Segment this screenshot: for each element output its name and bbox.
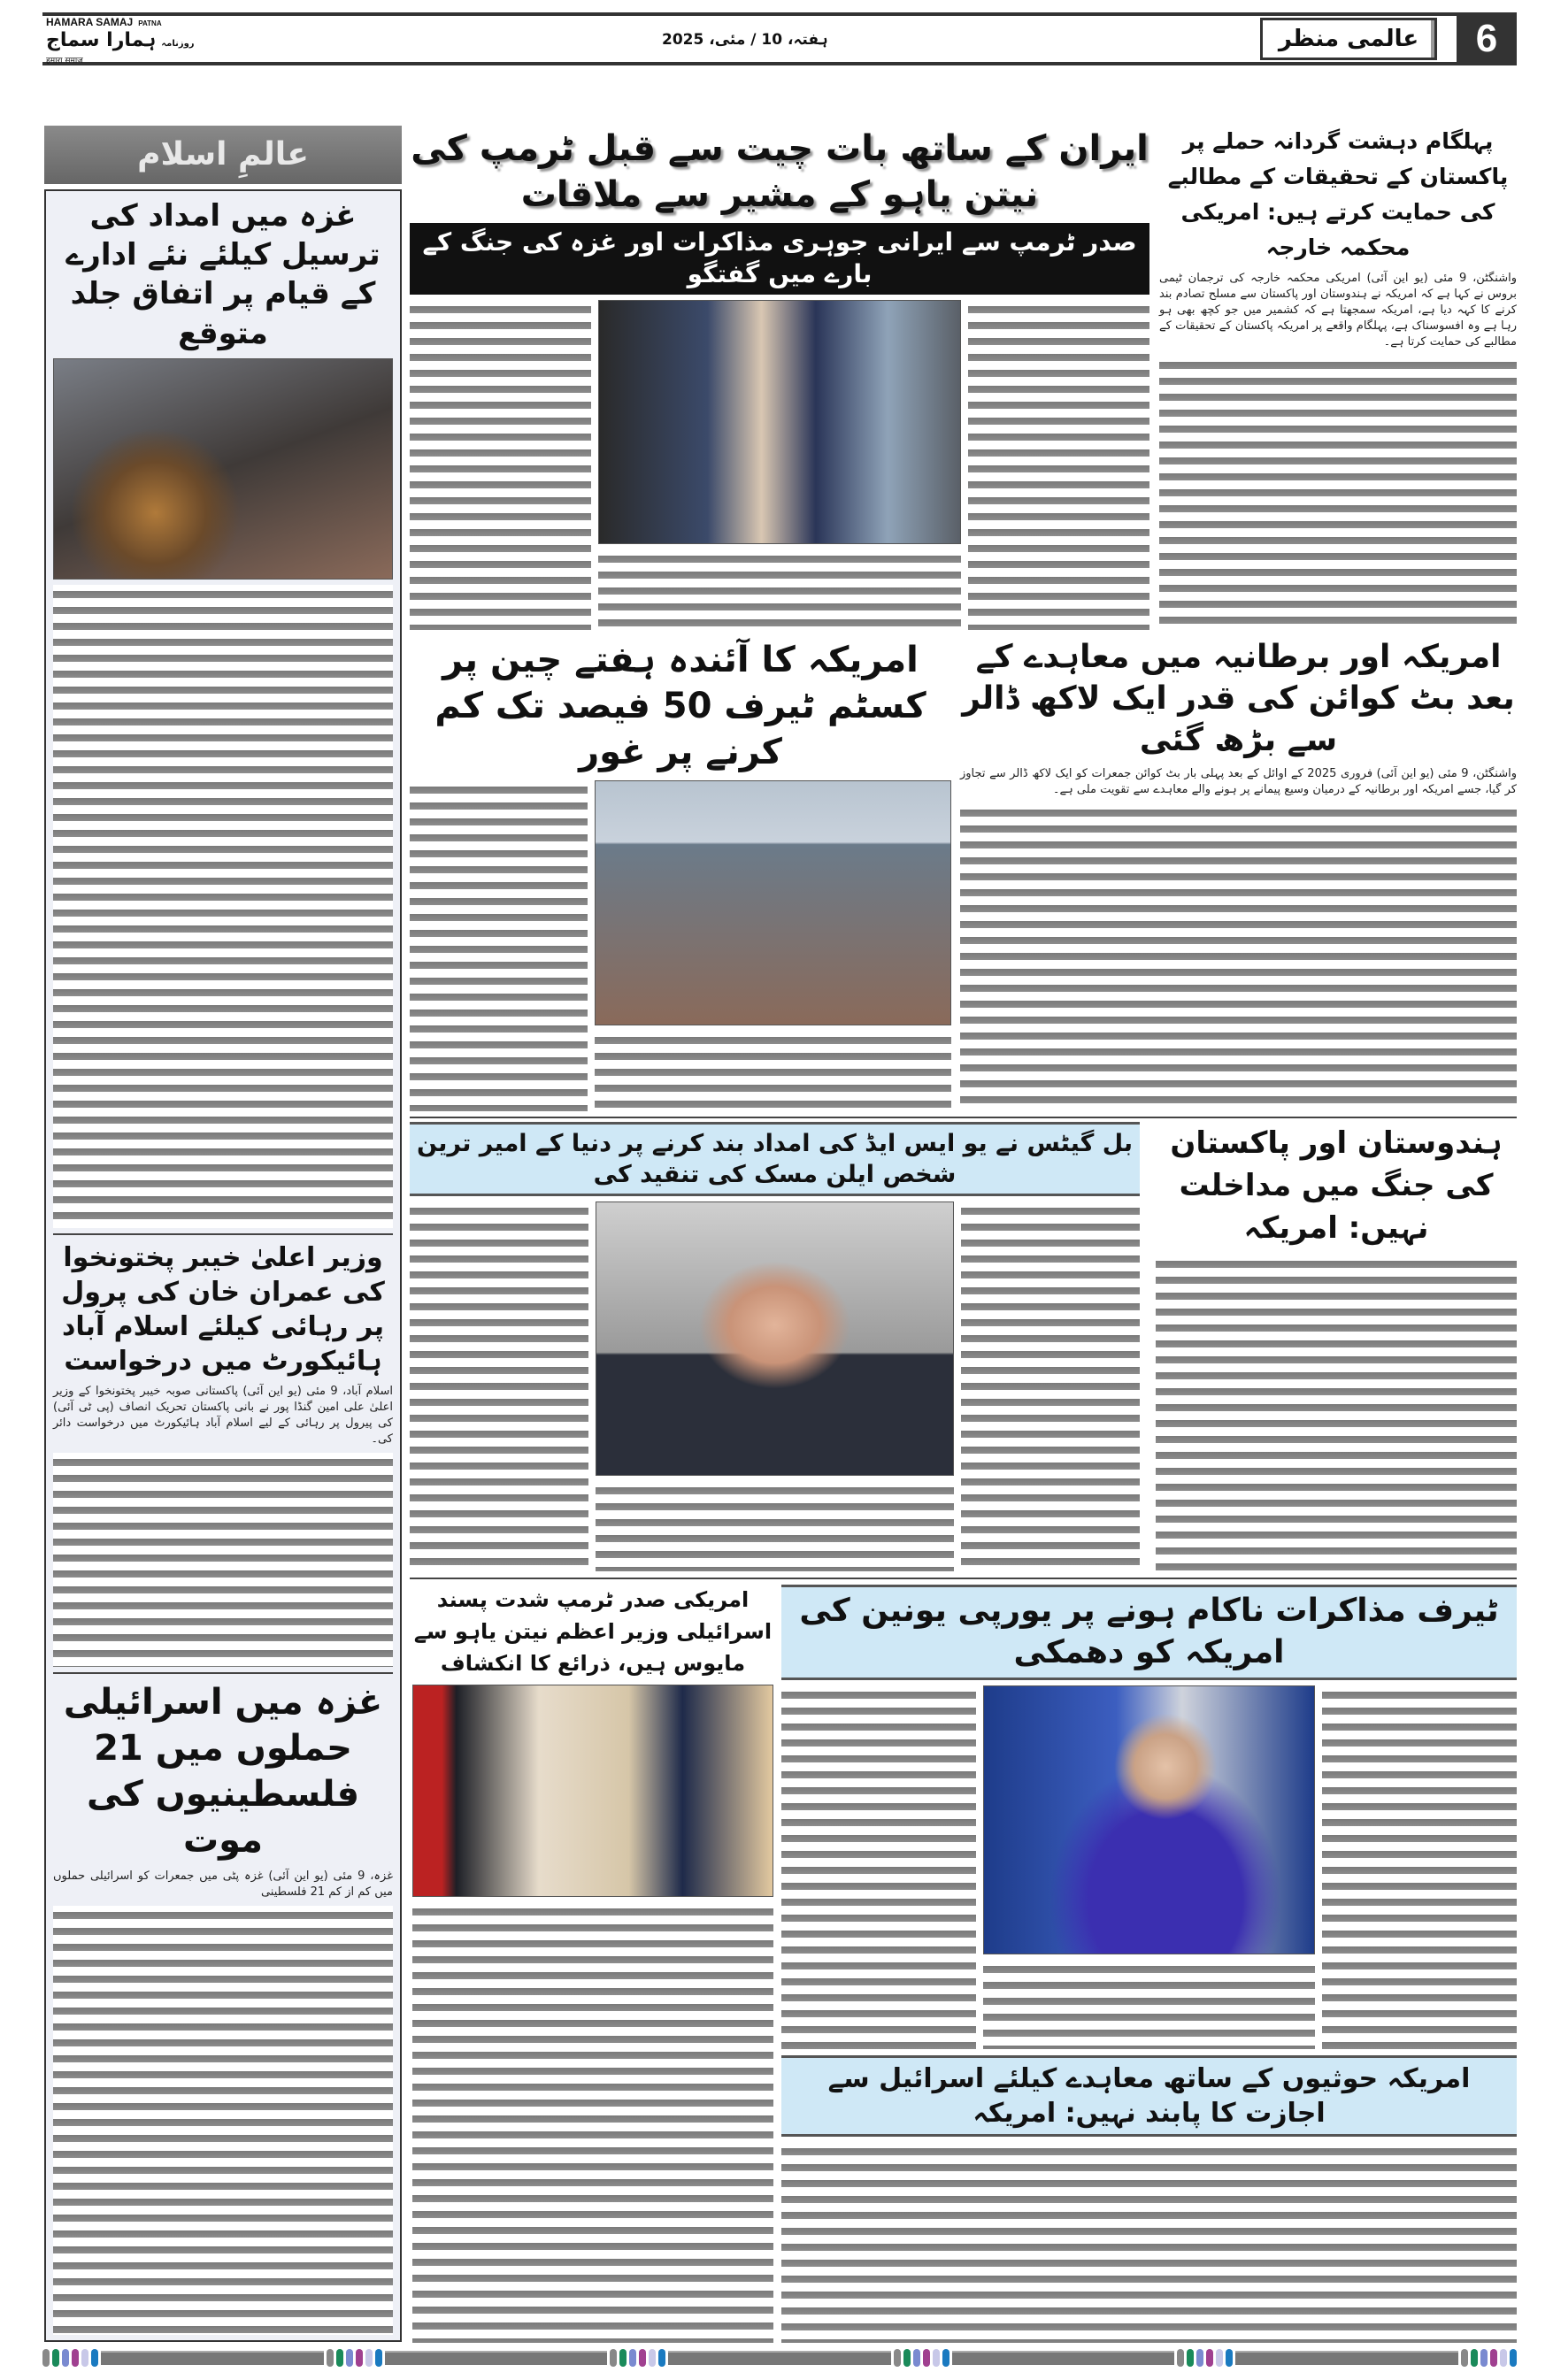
gates-body-col3	[961, 1202, 1140, 1571]
trump-netanyahu-photo	[412, 1685, 773, 1897]
china-port-photo	[595, 780, 951, 1025]
eu-tariff-body-col3	[1322, 1685, 1517, 2049]
footer-dot	[1206, 2349, 1213, 2367]
gates-article	[410, 1122, 1140, 1571]
eu-tariff-body-col2	[983, 1960, 1314, 2049]
divider	[53, 1672, 393, 1674]
footer-dot	[365, 2349, 373, 2367]
pahalgam-body	[1159, 356, 1517, 630]
logo-english: HAMARA SAMAJ	[46, 16, 134, 28]
gaza-aid-photo	[53, 358, 393, 580]
gaza-deaths-headline: غزہ میں اسرائیلی حملوں میں 21 فلسطینیوں کی موت	[63, 1682, 383, 1862]
left-banner: عالمِ اسلام	[44, 126, 402, 184]
eu-tariff-body-col1	[781, 1685, 976, 2049]
bitcoin-headline: امریکہ اور برطانیہ میں معاہدے کے بعد بٹ کوائن کی قدر ایک لاکھ ڈالر سے بڑھ گئی	[962, 639, 1515, 758]
masthead-bar	[42, 12, 1517, 65]
main-body-col2	[598, 549, 961, 630]
eu-tariff-body	[781, 1685, 1517, 2049]
footer-dot	[1177, 2349, 1184, 2367]
logo-urdu: ہمارا سماج	[46, 29, 157, 51]
main-body	[410, 300, 1149, 630]
indo-pak-article	[1156, 1122, 1517, 1571]
left-column-frame	[44, 189, 402, 2342]
gaza-aid-body	[53, 585, 393, 1228]
footer-dot	[923, 2349, 930, 2367]
section-title: عالمی منظر	[1260, 18, 1437, 60]
left-column	[44, 126, 402, 2342]
footer-dot	[894, 2349, 901, 2367]
footer-dot	[1490, 2349, 1497, 2367]
gaza-aid-headline: غزہ میں امداد کی ترسیل کیلئے نئے ادارے کے قیام پر اتفاق جلد متوقع	[65, 198, 381, 351]
footer-dot	[62, 2349, 69, 2367]
gates-body	[410, 1202, 1140, 1571]
footer-dot	[42, 2349, 50, 2367]
china-article	[410, 637, 951, 1111]
footer-dot	[649, 2349, 656, 2367]
footer-decoration	[42, 2348, 1517, 2368]
gaza-deaths-body	[53, 1906, 393, 2335]
divider	[410, 1117, 1517, 1118]
footer-dot	[1187, 2349, 1194, 2367]
footer-dot	[1196, 2349, 1203, 2367]
eu-tariff-headline: ٹیرف مذاکرات ناکام ہونے پر یورپی یونین کی امریکہ کو دھمکی	[781, 1585, 1517, 1680]
bitcoin-body	[960, 803, 1517, 1111]
main-photo	[598, 300, 961, 544]
china-body-col1	[410, 780, 588, 1111]
footer-dot	[942, 2349, 949, 2367]
footer-dot	[346, 2349, 353, 2367]
indo-pak-headline: ہندوستان اور پاکستان کی جنگ میں مداخلت نہیں: امریکہ	[1170, 1125, 1503, 1246]
footer-dot	[619, 2349, 627, 2367]
main-body-col3	[968, 300, 1149, 630]
footer-dot	[336, 2349, 343, 2367]
footer-dot	[1461, 2349, 1468, 2367]
main-headline: ایران کے ساتھ بات چیت سے قبل ٹرمپ کی نیتن یاہو کے مشیر سے ملاقات	[411, 128, 1149, 215]
footer-bar	[952, 2351, 1175, 2365]
indo-pak-body	[1156, 1255, 1517, 1571]
footer-dot	[1471, 2349, 1478, 2367]
china-body-col2	[595, 1031, 951, 1112]
footer-dot	[1480, 2349, 1488, 2367]
gates-body-col2	[596, 1481, 954, 1571]
footer-bar	[101, 2351, 324, 2365]
bitcoin-lead: واشنگٹن، 9 مئی (یو این آئی) فروری 2025 کے اوائل کے بعد پہلی بار بٹ کوائن جمعرات کو ایک لاکھ ڈالر سے تجاوز کر گیا، جسے امریکہ اور برطانیہ کے درمیان وسیع پیمانے پر ہونے والے معاہدے سے تقویت ملی ہے۔	[960, 767, 1517, 797]
eu-tariff-center-col	[983, 1685, 1314, 2049]
main-center-col	[598, 300, 961, 630]
pahalgam-headline: پہلگام دہشت گردانہ حملے پر پاکستان کے تحقیقات کے مطالبے کی حمایت کرتے ہیں: امریکی محکمہ خارجہ	[1167, 128, 1509, 260]
footer-dot	[1226, 2349, 1233, 2367]
footer-dot	[913, 2349, 920, 2367]
issue-date: ہفتہ، 10 / مئی، 2025	[662, 31, 828, 49]
gates-headline: بل گیٹس نے یو ایس ایڈ کی امداد بند کرنے پر دنیا کے امیر ترین شخص ایلن مسک کی تنقید کی	[410, 1122, 1140, 1196]
footer-dot	[903, 2349, 911, 2367]
footer-dot	[91, 2349, 98, 2367]
gates-center-col	[596, 1202, 954, 1571]
von-der-leyen-photo	[983, 1685, 1314, 1955]
footer-dot	[933, 2349, 940, 2367]
houthi-body	[781, 2142, 1517, 2343]
imran-lead: اسلام آباد، 9 مئی (یو این آئی) پاکستانی صوبہ خیبر پختونخوا کے وزیر اعلیٰ علی امین گنڈا پور نے بانی پاکستان تحریک انصاف (پی ٹی آئی) کی پیرول پر رہائی کے لیے اسلام آباد ہائیکورٹ میں درخواست دائر کی۔	[53, 1384, 393, 1446]
main-subhead: صدر ٹرمپ سے ایرانی جوہری مذاکرات اور غزہ کی جنگ کے بارے میں گفتگو	[410, 223, 1149, 295]
footer-bar	[1235, 2351, 1458, 2365]
gates-body-col1	[410, 1202, 588, 1571]
trump-netanyahu-article	[412, 1584, 773, 2343]
main-body-col1	[410, 300, 591, 630]
logo-urdu-row	[46, 29, 250, 56]
trump-netanyahu-headline: امریکی صدر ٹرمپ شدت پسند اسرائیلی وزیر اعظم نیتن یاہو سے مایوس ہیں، ذرائع کا انکشاف	[413, 1587, 773, 1676]
divider	[53, 1233, 393, 1235]
footer-bar	[385, 2351, 608, 2365]
footer-dot	[1500, 2349, 1507, 2367]
divider	[410, 1578, 1517, 1579]
footer-dot	[375, 2349, 382, 2367]
footer-dot	[72, 2349, 79, 2367]
page-number: 6	[1457, 12, 1517, 65]
houthi-headline: امریکہ حوثیوں کے ساتھ معاہدے کیلئے اسرائیل سے اجازت کا پابند نہیں: امریکہ	[781, 2055, 1517, 2137]
logo-english-row	[46, 17, 250, 29]
china-center-col	[595, 780, 951, 1111]
gaza-deaths-lead: غزہ، 9 مئی (یو این آئی) غزہ پٹی میں جمعرات کو اسرائیلی حملوں میں کم از کم 21 فلسطینی	[53, 1869, 394, 1900]
footer-dot	[658, 2349, 665, 2367]
logo-tagline-urdu: روزنامہ	[161, 39, 195, 49]
pahalgam-lead: واشنگٹن، 9 مئی (یو این آئی) امریکی محکمہ خارجہ کی ترجمان ٹیمی بروس نے کہا ہے کہ امریکہ نے ہندوستان اور پاکستان سے مسلح تصادم بند کرنے کا کہہ دیا ہے، امریکہ سمجھتا ہے کہ کشمیر میں جو کچھ بھی ہو رہا ہے وہ افسوسناک ہے، پہلگام واقعے پر امریکہ پاکستان کے تحقیقات کے مطالبے کی حمایت کرتا ہے۔	[1159, 272, 1517, 349]
footer-dot	[639, 2349, 646, 2367]
footer-dot	[81, 2349, 88, 2367]
imran-headline: وزیر اعلیٰ خیبر پختونخوا کی عمران خان کی پرول پر رہائی کیلئے اسلام آباد ہائیکورٹ میں درخواست	[61, 1241, 385, 1377]
imran-body	[53, 1453, 393, 1667]
footer-dot	[1216, 2349, 1223, 2367]
china-body	[410, 780, 951, 1111]
footer-dot	[327, 2349, 334, 2367]
footer-dot	[356, 2349, 363, 2367]
footer-dot	[1510, 2349, 1517, 2367]
trump-netanyahu-body	[412, 1902, 773, 2343]
bitcoin-article	[960, 637, 1517, 1111]
pahalgam-article	[1159, 124, 1517, 630]
logo-hindi: हमारा समाज	[46, 57, 83, 65]
houthi-article	[781, 2055, 1517, 2343]
newspaper-logo	[46, 17, 250, 63]
china-headline: امریکہ کا آئندہ ہفتے چین پر کسٹم ٹیرف 50 فیصد تک کم کرنے پر غور	[434, 640, 926, 772]
gates-photo	[596, 1202, 954, 1475]
main-article	[410, 126, 1149, 630]
footer-dot	[610, 2349, 617, 2367]
footer-dot	[52, 2349, 59, 2367]
footer-bar	[668, 2351, 891, 2365]
footer-dot	[629, 2349, 636, 2367]
eu-tariff-article	[781, 1585, 1517, 2049]
logo-city: PATNA	[138, 19, 162, 27]
